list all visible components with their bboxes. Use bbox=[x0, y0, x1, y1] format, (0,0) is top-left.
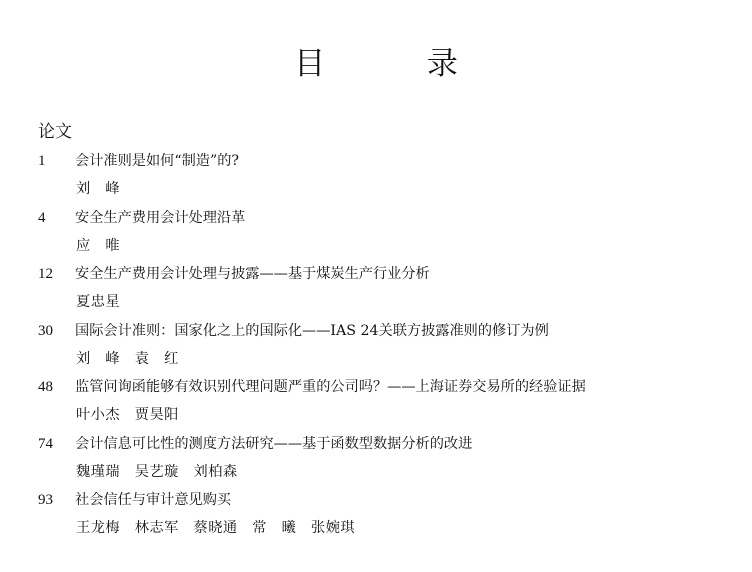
entry-authors: 王龙梅 林志军 蔡晓通 常 曦 张婉琪 bbox=[76, 520, 356, 536]
entry-authors: 应 唯 bbox=[76, 237, 121, 254]
toc-entry bbox=[0, 206, 752, 263]
toc-entry bbox=[0, 488, 752, 545]
toc-entry bbox=[0, 319, 752, 376]
entry-title[interactable]: 会计信息可比性的测度方法研究——基于函数型数据分析的改进 bbox=[75, 435, 473, 452]
entry-title[interactable]: 社会信任与审计意见购买 bbox=[75, 492, 232, 508]
entry-title[interactable]: 安全生产费用会计处理与披露——基于煤炭生产行业分析 bbox=[75, 266, 430, 282]
entry-authors: 刘 峰 袁 红 bbox=[76, 350, 179, 367]
entry-title[interactable]: 国际会计准则：国家化之上的国际化——IAS 24关联方披露准则的修订为例 bbox=[75, 322, 549, 339]
toc-entry bbox=[0, 262, 752, 319]
toc-entry bbox=[0, 432, 752, 489]
entry-authors: 夏忠星 bbox=[76, 294, 121, 310]
toc-entry bbox=[0, 375, 752, 432]
section-heading: 论文 bbox=[38, 122, 72, 142]
entry-authors: 魏瑾瑞 吴艺璇 刘柏森 bbox=[76, 463, 238, 480]
page-title: 目 录 bbox=[294, 46, 504, 82]
entry-page-number: 93 bbox=[38, 492, 53, 508]
entry-title[interactable]: 安全生产费用会计处理沿革 bbox=[75, 209, 246, 226]
entry-title[interactable]: 会计准则是如何“制造”的? bbox=[75, 153, 239, 169]
entry-page-number: 48 bbox=[38, 379, 53, 395]
entry-page-number: 12 bbox=[38, 266, 53, 282]
entry-page-number: 30 bbox=[38, 322, 53, 339]
toc-list bbox=[0, 149, 752, 545]
entry-title[interactable]: 监管问询函能够有效识别代理问题严重的公司吗？——上海证券交易所的经验证据 bbox=[75, 379, 586, 395]
toc-entry bbox=[0, 149, 752, 206]
entry-page-number: 4 bbox=[38, 209, 46, 226]
entry-authors: 刘 峰 bbox=[76, 181, 121, 197]
entry-authors: 叶小杰 贾昊阳 bbox=[76, 407, 179, 423]
entry-page-number: 1 bbox=[38, 153, 46, 169]
entry-page-number: 74 bbox=[38, 435, 53, 452]
